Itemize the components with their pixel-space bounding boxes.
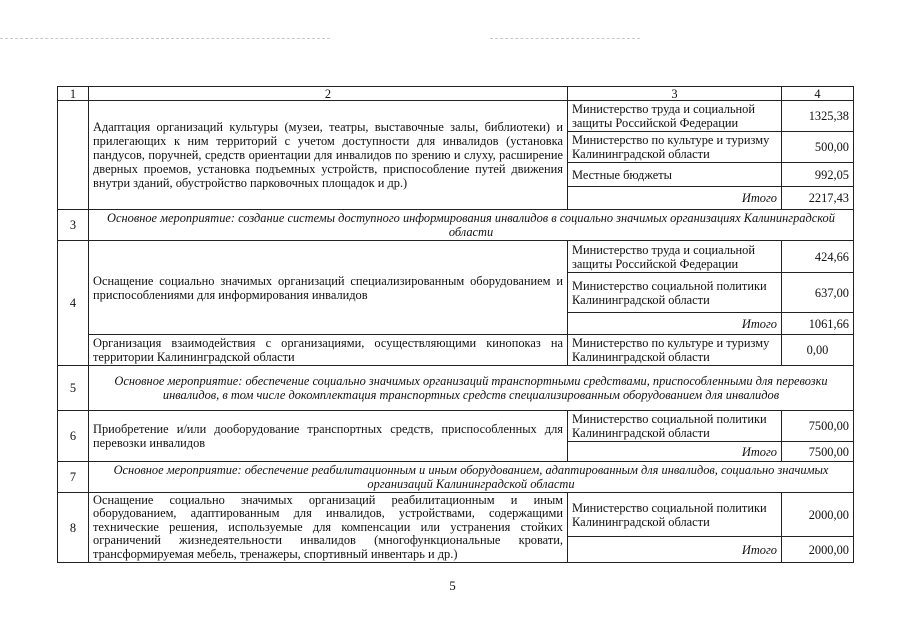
total-label: Итого — [568, 442, 782, 462]
executor-cell: Министерство социальной политики Калининградской области — [568, 411, 782, 442]
total-amount: 7500,00 — [782, 442, 854, 462]
main-activity-heading: Основное мероприятие: обеспечение реабилитационным и иным оборудованием, адаптированным для инвалидов, социально значимых организаций Калининградской области — [89, 462, 854, 493]
amount-cell: 500,00 — [782, 132, 854, 163]
amount-cell: 2000,00 — [782, 493, 854, 537]
executor-cell: Министерство труда и социальной защиты Российской Федерации — [568, 101, 782, 132]
scan-edge-line-right — [490, 38, 640, 39]
page-number: 5 — [449, 578, 456, 593]
section-heading-row — [58, 462, 854, 493]
table-row — [58, 241, 854, 273]
row-number-cell: 7 — [58, 462, 89, 493]
amount-cell: 992,05 — [782, 163, 854, 187]
main-activity-heading: Основное мероприятие: обеспечение социально значимых организаций транспортными средствами, приспособленными для перевозки инвалидов, в том числе докомплектация транспортных средств специализированным оборудованием для инвалидов — [89, 366, 854, 411]
measure-description: Организация взаимодействия с организациями, осуществляющими кинопоказ на территории Калининградской области — [89, 335, 568, 366]
table-row — [58, 335, 854, 366]
table-row — [58, 411, 854, 442]
table-row — [58, 101, 854, 132]
executor-cell: Министерство труда и социальной защиты Российской Федерации — [568, 241, 782, 273]
measure-description: Оснащение социально значимых организаций реабилитационным и иным оборудованием, адаптированным для инвалидов, устройствами, содержащими технические решения, используемые для компенсации или устранения стойких ограничений жизнедеятельности инвалидов (многофункциональные кровати, трансформируемая мебель, тренажеры, спортивный инвентарь и др.) — [89, 493, 568, 563]
amount-cell: 7500,00 — [782, 411, 854, 442]
amount-cell: 1325,38 — [782, 101, 854, 132]
total-amount: 2000,00 — [782, 537, 854, 563]
row-number-cell: 4 — [58, 241, 89, 366]
header-cell: 3 — [568, 87, 782, 101]
executor-cell: Местные бюджеты — [568, 163, 782, 187]
row-number-cell: 5 — [58, 366, 89, 411]
header-cell: 1 — [58, 87, 89, 101]
executor-cell: Министерство социальной политики Калининградской области — [568, 493, 782, 537]
measure-description: Приобретение и/или дооборудование транспортных средств, приспособленных для перевозки инвалидов — [89, 411, 568, 462]
header-cell: 4 — [782, 87, 854, 101]
amount-cell: 424,66 — [782, 241, 854, 273]
row-number-cell: 8 — [58, 493, 89, 563]
total-amount: 2217,43 — [782, 187, 854, 210]
row-number-cell: 6 — [58, 411, 89, 462]
header-cell: 2 — [89, 87, 568, 101]
amount-cell: 0,00 — [782, 335, 854, 366]
row-number-cell: 3 — [58, 210, 89, 241]
measure-description: Оснащение социально значимых организаций специализированным оборудованием и приспособлениями для информирования инвалидов — [89, 241, 568, 335]
table-row — [58, 493, 854, 537]
amount-cell: 637,00 — [782, 273, 854, 313]
total-label: Итого — [568, 537, 782, 563]
section-heading-row — [58, 366, 854, 411]
measure-description: Адаптация организаций культуры (музеи, театры, выставочные залы, библиотеки) и прилегающих к ним территорий с учетом доступности для инвалидов (установка пандусов, поручней, средств ориентации для инвалидов по зрению и слуху, расширение дверных проемов, установка подъемных устройств, приспособление путей движения внутри зданий, обустройство парковочных площадок и др.) — [89, 101, 568, 210]
executor-cell: Министерство социальной политики Калининградской области — [568, 273, 782, 313]
section-heading-row — [58, 210, 854, 241]
scan-edge-line-left — [0, 38, 330, 39]
measures-table — [57, 86, 854, 563]
total-label: Итого — [568, 187, 782, 210]
header-row — [58, 87, 854, 101]
executor-cell: Министерство по культуре и туризму Калининградской области — [568, 335, 782, 366]
row-number-cell — [58, 101, 89, 210]
executor-cell: Министерство по культуре и туризму Калининградской области — [568, 132, 782, 163]
total-label: Итого — [568, 313, 782, 335]
total-amount: 1061,66 — [782, 313, 854, 335]
main-activity-heading: Основное мероприятие: создание системы доступного информирования инвалидов в социально значимых организациях Калининградской области — [89, 210, 854, 241]
